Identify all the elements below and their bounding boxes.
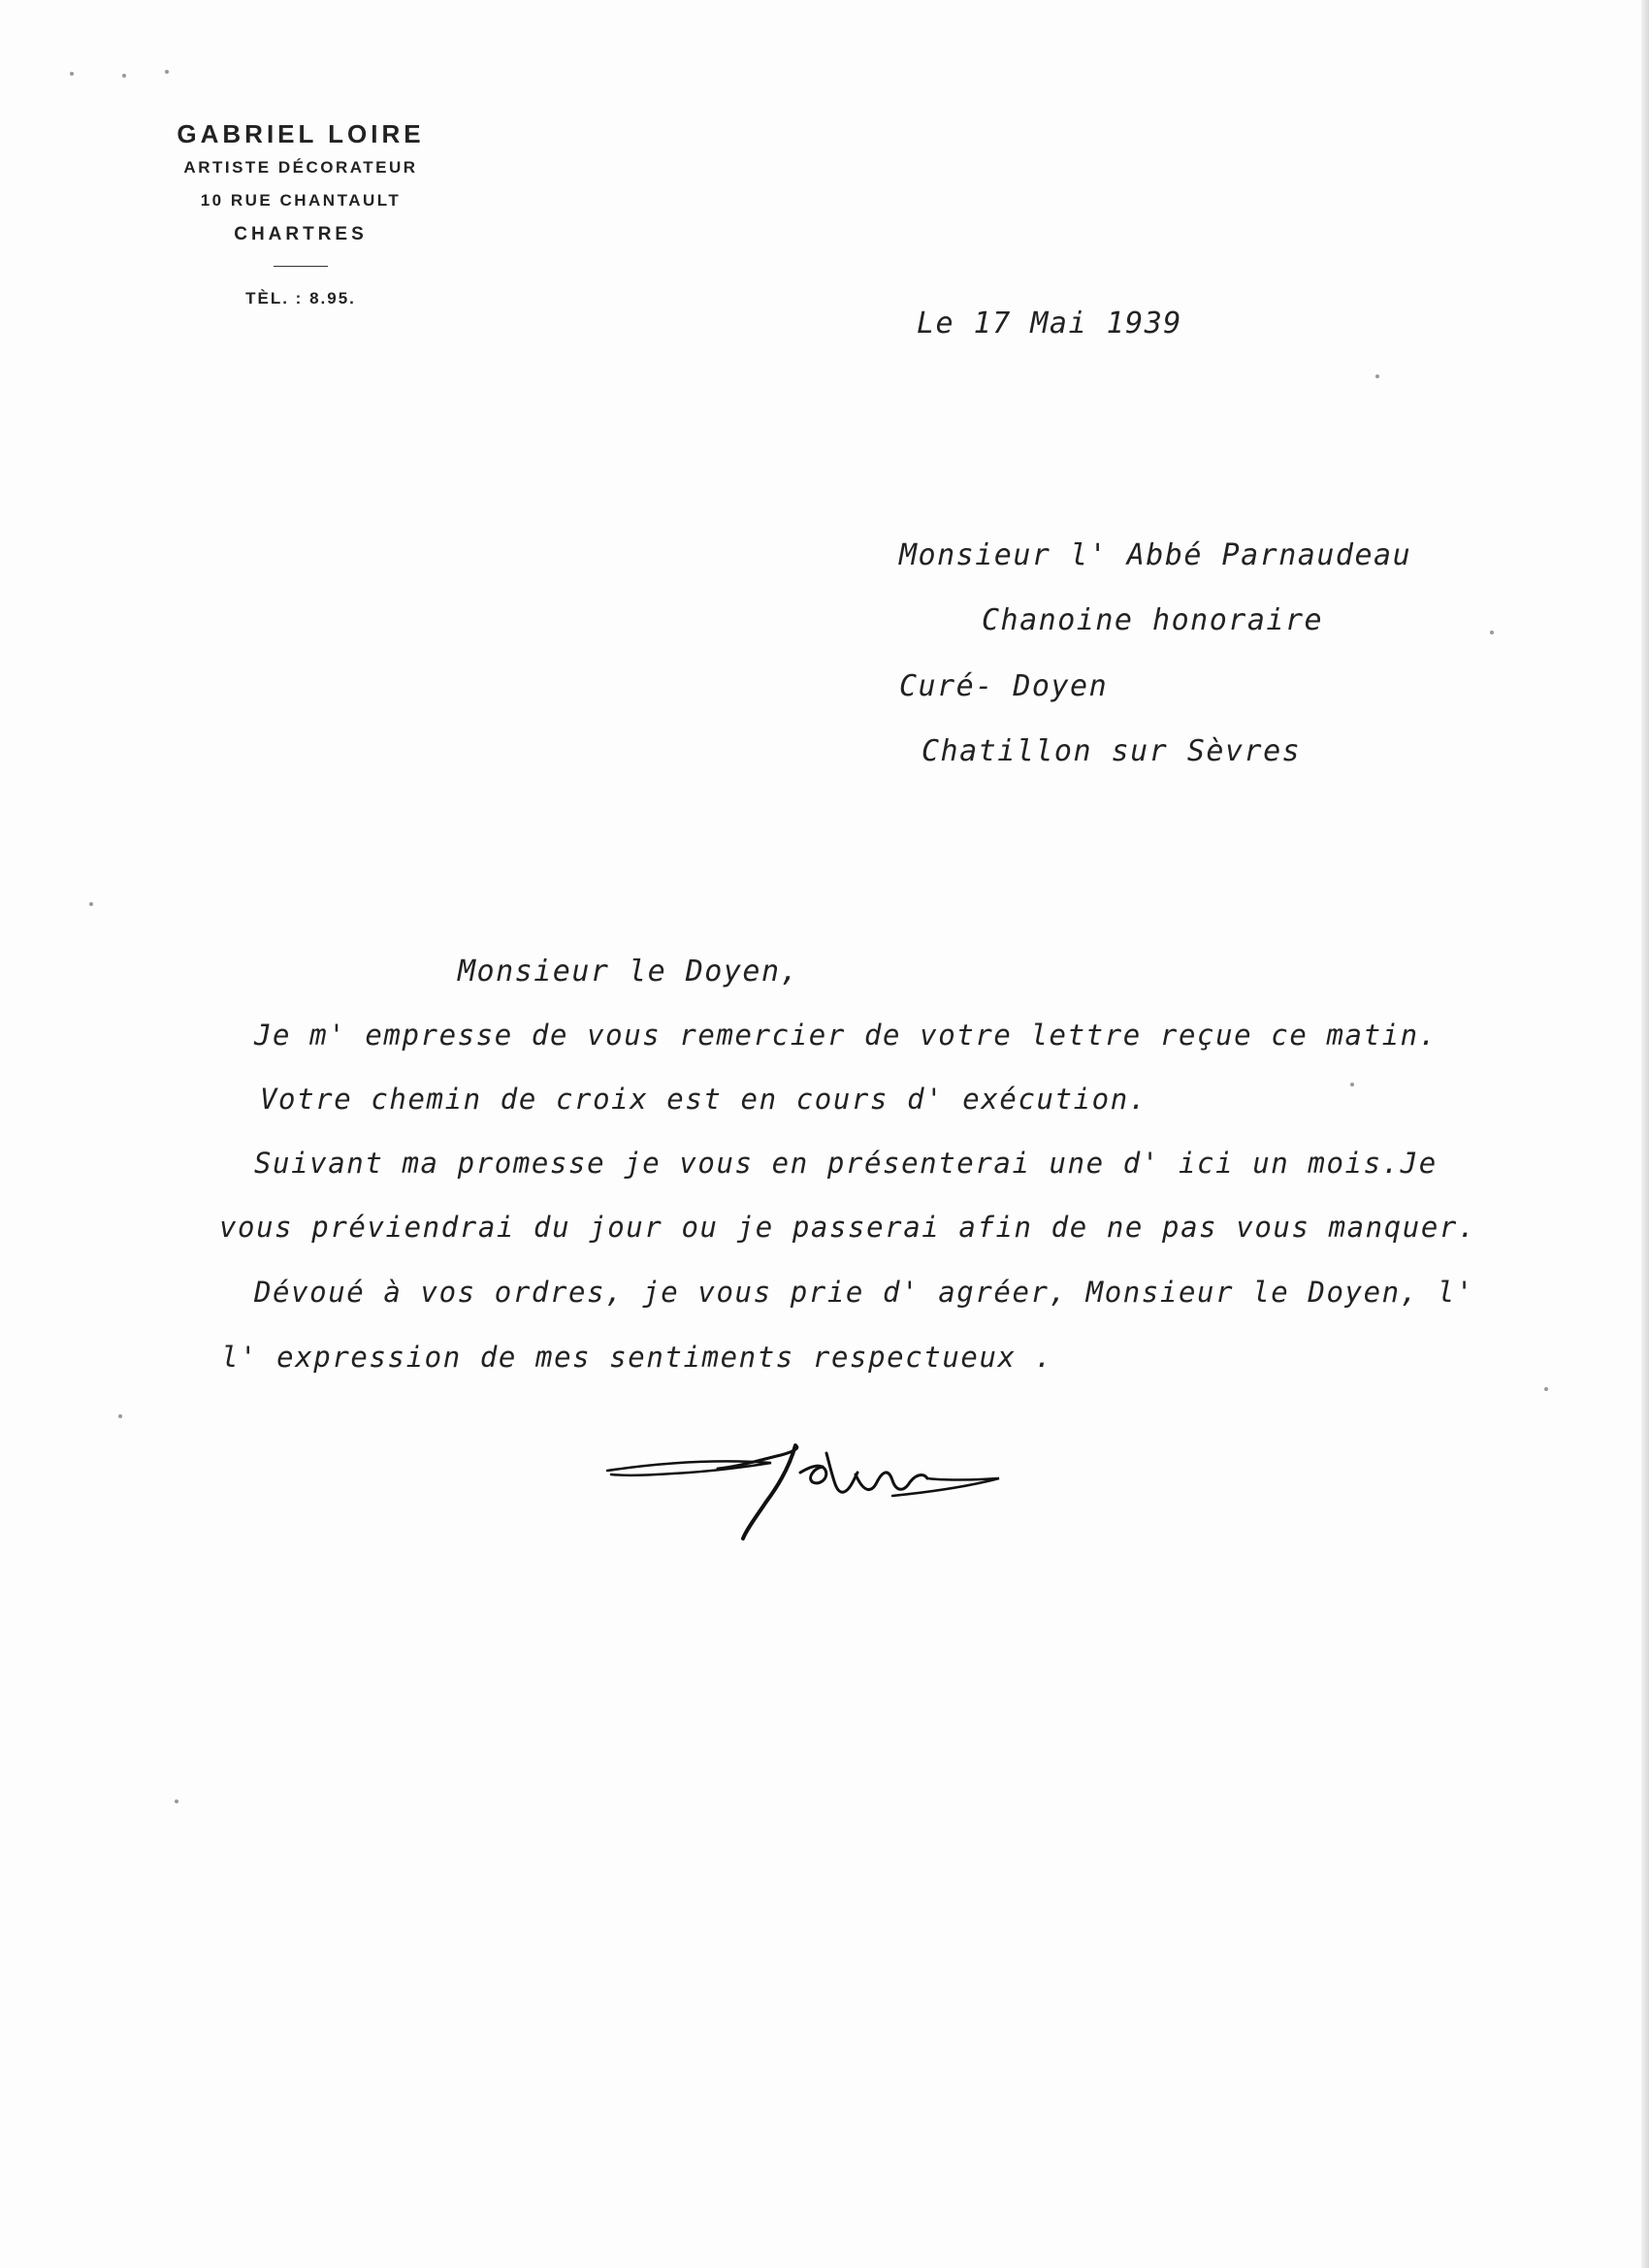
body-line: Dévoué à vos ordres, je vous prie d' agréer, Monsieur le Doyen, l' bbox=[254, 1276, 1474, 1309]
scan-edge bbox=[1641, 0, 1649, 2268]
letterhead-street: 10 RUE CHANTAULT bbox=[200, 191, 402, 210]
letter-date: Le 17 Mai 1939 bbox=[917, 307, 1182, 340]
letterhead-name: GABRIEL LOIRE bbox=[177, 119, 425, 148]
recipient-role: Curé- Doyen bbox=[899, 669, 1109, 703]
recipient-title: Chanoine honoraire bbox=[982, 603, 1324, 637]
recipient-town: Chatillon sur Sèvres bbox=[922, 734, 1302, 768]
body-line: l' expression de mes sentiments respectueux . bbox=[221, 1341, 1053, 1374]
salutation: Monsieur le Doyen, bbox=[458, 955, 800, 988]
letterhead-city: CHARTRES bbox=[234, 224, 368, 244]
recipient-name: Monsieur l' Abbé Parnaudeau bbox=[899, 538, 1412, 572]
body-line: Je m' empresse de vous remercier de votre lettre reçue ce matin. bbox=[254, 1019, 1438, 1052]
body-line: vous préviendrai du jour ou je passerai afin de ne pas vous manquer. bbox=[219, 1211, 1477, 1244]
handwritten-signature bbox=[601, 1424, 1009, 1550]
letterhead-profession: ARTISTE DÉCORATEUR bbox=[183, 158, 418, 177]
letterhead-rule bbox=[274, 266, 328, 267]
body-line: Suivant ma promesse je vous en présenterai une d' ici un mois.Je bbox=[254, 1147, 1438, 1180]
letterhead-telephone: TÈL. : 8.95. bbox=[245, 289, 356, 308]
body-line: Votre chemin de croix est en cours d' exécution. bbox=[260, 1083, 1148, 1116]
letterhead bbox=[116, 116, 485, 313]
